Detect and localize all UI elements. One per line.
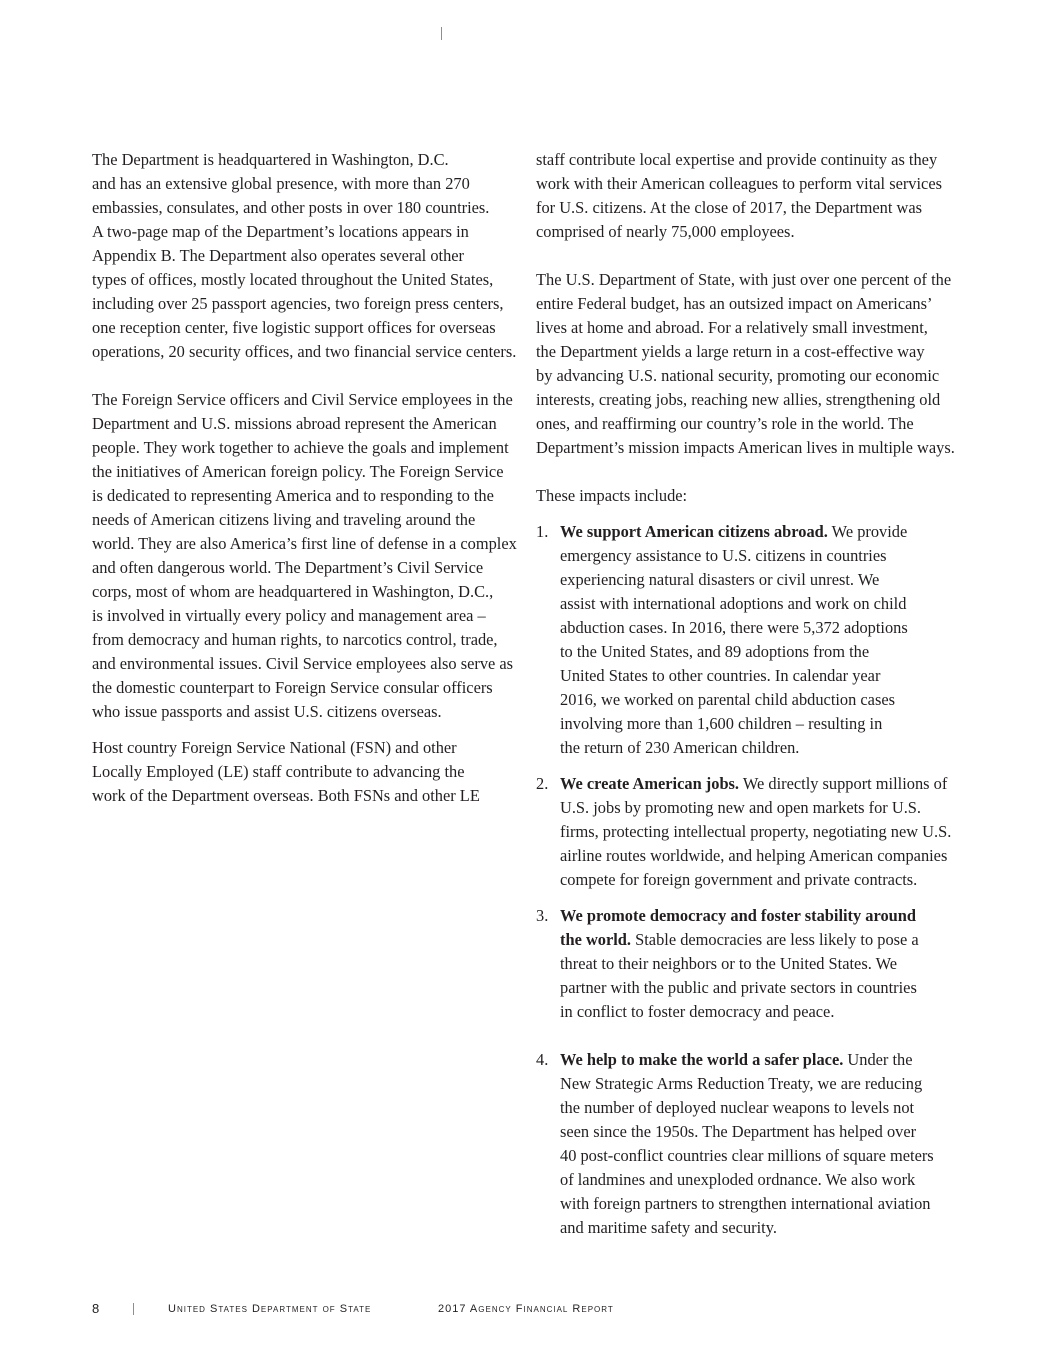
impact-text: We provide emergency assistance to U.S. citizens in countries experiencing natural disasters or civil unrest. We assist with international adoptions and work on child abduction cases. In 2016, there were 5,372 adoptions to the United States, and 89 adoptions from the United States to other countries. In calendar year 2016, we worked on parental child abduction cases involving more than 1,600 children – resulting in the return of 230 American children.: [560, 522, 908, 757]
impact-text: We directly support millions of U.S. jobs by promoting new and open markets for U.S. firms, protecting intellectual property, negotiating new U.S. airline routes worldwide, and helping American companies compete for foreign government and private contracts.: [560, 774, 952, 889]
impact-item-democracy: [536, 904, 961, 1024]
impact-heading: We support American citizens abroad.: [560, 522, 828, 541]
impact-item-american-jobs: [536, 772, 961, 892]
impact-text: Under the New Strategic Arms Reduction Treaty, we are reducing the number of deployed nuclear weapons to levels not seen since the 1950s. The Department has helped over 40 post-conflict countries clear millions of square meters of landmines and unexploded ordnance. We also work with foreign partners to strengthen international aviation and maritime safety and security.: [560, 1050, 934, 1237]
impacts-list: [536, 520, 961, 1240]
paragraph-headquarters: The Department is headquartered in Washington, D.C. and has an extensive global presence, with more than 270 embassies, consulates, and other posts in over 180 countries. A two-page map of the Department’s locations appears in Appendix B. The Department also operates several other types of offices, mostly located throughout the United States, including over 25 passport agencies, two foreign press centers, one reception center, five logistic support offices for overseas operations, 20 security offices, and two financial service centers.: [92, 150, 517, 361]
impact-heading: We help to make the world a safer place.: [560, 1050, 844, 1069]
list-number: 4.: [536, 1050, 549, 1069]
impact-heading: We create American jobs.: [560, 774, 740, 793]
header-divider: [441, 27, 442, 40]
paragraph-staff-continuity: staff contribute local expertise and provide continuity as they work with their American colleagues to perform vital services for U.S. citizens. At the close of 2017, the Department was comprised of nearly 75,000 employees.: [536, 150, 942, 241]
impact-text: Stable democracies are less likely to pose a threat to their neighbors or to the United States. We partner with the public and private sectors in countries in conflict to foster democracy and peace.: [560, 930, 919, 1021]
list-number: 1.: [536, 522, 549, 541]
impact-item-safer-world: [536, 1048, 961, 1240]
right-column: [536, 148, 961, 1252]
page-footer: [0, 1301, 1043, 1319]
list-number: 3.: [536, 906, 549, 925]
impact-item-citizens-abroad: [536, 520, 961, 760]
impact-heading: We promote democracy and foster stability around the world.: [560, 906, 917, 949]
page-number: 8: [92, 1301, 100, 1316]
impacts-intro: These impacts include:: [536, 486, 688, 505]
footer-divider: [133, 1303, 134, 1315]
footer-department-name: United States Department of State: [168, 1303, 372, 1315]
paragraph-impact-overview: The U.S. Department of State, with just over one percent of the entire Federal budget, has an outsized impact on Americans’ lives at home and abroad. For a relatively small investment, the Department yields a large return in a cost-effective way by advancing U.S. national security, promoting our economic interests, creating jobs, reaching new allies, strengthening old ones, and reaffirming our country’s role in the world. The Department’s mission impacts American lives in multiple ways.: [536, 270, 955, 457]
left-column: [92, 148, 522, 832]
footer-report-title: 2017 Agency Financial Report: [438, 1303, 614, 1315]
list-number: 2.: [536, 774, 549, 793]
paragraph-foreign-service: The Foreign Service officers and Civil Service employees in the Department and U.S. missions abroad represent the American people. They work together to achieve the goals and implement the initiatives of American foreign policy. The Foreign Service is dedicated to representing America and to responding to the needs of American citizens living and traveling around the world. They are also America’s first line of defense in a complex and often dangerous world. The Department’s Civil Service corps, most of whom are headquartered in Washington, D.C., is involved in virtually every policy and management area – from democracy and human rights, to narcotics control, trade, and environmental issues. Civil Service employees also serve as the domestic counterpart to Foreign Service consular officers who issue passports and assist U.S. citizens overseas.: [92, 390, 517, 721]
paragraph-locally-employed: Host country Foreign Service National (FSN) and other Locally Employed (LE) staff contribute to advancing the work of the Department overseas. Both FSNs and other LE: [92, 738, 480, 805]
